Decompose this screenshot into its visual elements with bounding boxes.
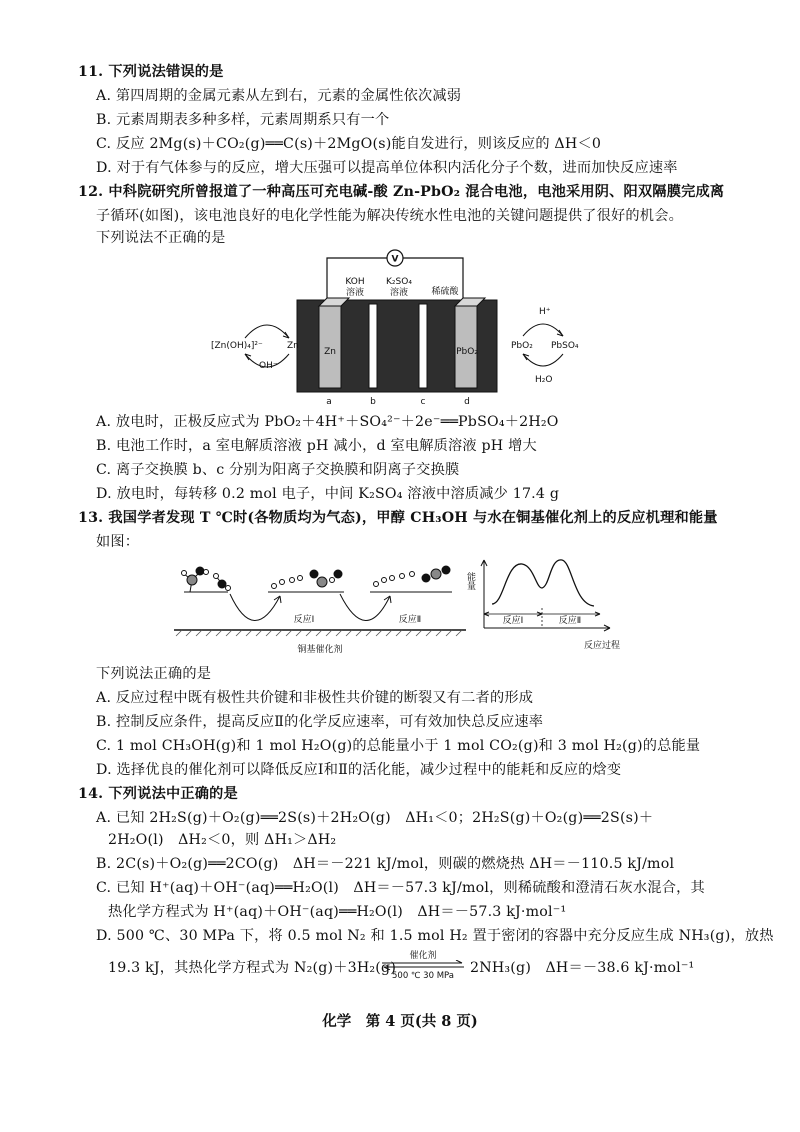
q12-stem-line3: 下列说法不正确的是: [96, 230, 226, 246]
battery-diagram: [205, 242, 605, 410]
q12-option-c: C. 离子交换膜 b、c 分别为阳离子交换膜和阴离子交换膜: [96, 462, 460, 478]
energy-axis-label: 能量: [465, 572, 475, 590]
membrane-b: [369, 304, 377, 388]
sol2-line2: 溶液: [389, 288, 409, 298]
q13-stem-line1: 13. 我国学者发现 T ℃时(各物质均为气态)，甲醇 CH₃OH 与水在铜基催化剂上的反应机理和能量: [78, 510, 718, 526]
q13-option-d: D. 选择优良的催化剂可以降低反应Ⅰ和Ⅱ的活化能，减少过程中的能耗和反应的焓变: [96, 762, 622, 778]
q11-option-d: D. 对于有气体参与的反应，增大压强可以提高单位体积内活化分子个数，进而加快反应速率: [96, 160, 678, 176]
page-footer: 化学 第 4 页(共 8 页): [322, 1013, 478, 1030]
sol2-line1: K₂SO₄: [386, 277, 412, 287]
catalyst-top-label: 催化剂: [409, 951, 437, 961]
h-plus-label: H⁺: [539, 307, 551, 317]
catalyst-bottom-label: 500 ℃ 30 MPa: [392, 971, 454, 981]
pbo2-label: PbO₂: [511, 341, 533, 351]
seg2-label: 反应Ⅱ: [558, 616, 582, 626]
pbo2-inner-label: PbO₂: [456, 347, 478, 357]
step2-label: 反应Ⅱ: [398, 615, 422, 625]
process-axis-label: 反应过程: [583, 641, 621, 651]
q12-stem-line2: 子循环(如图)，该电池良好的电化学性能为解决传统水性电池的关键问题提供了很好的机会。: [96, 208, 683, 224]
q12-stem-line1: 12. 中科院研究所曾报道了一种高压可充电碱-酸 Zn-PbO₂ 混合电池，电池采用阴、阳双隔膜完成离: [78, 184, 725, 200]
step1-label: 反应Ⅰ: [293, 615, 315, 625]
q14-option-c-line1: C. 已知 H⁺(aq)＋OH⁻(aq)══H₂O(l) ΔH＝－57.3 kJ/mol，则稀硫酸和澄清石灰水混合，其: [96, 880, 705, 896]
q13-option-b: B. 控制反应条件，提高反应Ⅱ的化学反应速率，可有效加快总反应速率: [96, 714, 544, 730]
catalyst-label: 铜基催化剂: [297, 645, 343, 655]
catalyst-condition-arrow: [380, 948, 466, 984]
q12-option-d: D. 放电时，每转移 0.2 mol 电子，中间 K₂SO₄ 溶液中溶质减少 17.4 g: [96, 486, 560, 502]
q11-option-c: C. 反应 2Mg(s)＋CO₂(g)══C(s)＋2MgO(s)能自发进行，则该反应的 ΔH＜0: [96, 136, 602, 152]
sol3-label: 稀硫酸: [431, 287, 459, 297]
sol1-line2: 溶液: [345, 288, 365, 298]
molecule-group-2: [268, 570, 344, 593]
equilibrium-arrow-icon: [380, 960, 466, 970]
q14-option-d-line1: D. 500 ℃、30 MPa 下，将 0.5 mol N₂ 和 1.5 mol H₂ 置于密闭的容器中充分反应生成 NH₃(g)，放热: [96, 928, 774, 944]
membrane-c: [419, 304, 427, 388]
q13-option-c: C. 1 mol CH₃OH(g)和 1 mol H₂O(g)的总能量小于 1 mol CO₂(g)和 3 mol H₂(g)的总能量: [96, 738, 701, 754]
letter-b: b: [370, 397, 376, 407]
q11-option-b: B. 元素周期表多种多样，元素周期系只有一个: [96, 112, 390, 128]
q12-option-a: A. 放电时，正极反应式为 PbO₂＋4H⁺＋SO₄²⁻＋2e⁻══PbSO₄＋2H₂O: [96, 414, 559, 430]
q12-option-b: B. 电池工作时，a 室电解质溶液 pH 减小，d 室电解质溶液 pH 增大: [96, 438, 537, 454]
voltmeter-label: V: [391, 254, 399, 265]
energy-profile: [465, 560, 620, 651]
sol1-line1: KOH: [345, 277, 365, 287]
q14-option-a-line2: 2H₂O(l) ΔH₂＜0，则 ΔH₁＞ΔH₂: [108, 832, 337, 848]
zn-complex-label: [Zn(OH)₄]²⁻: [211, 341, 263, 351]
letter-c: c: [420, 397, 426, 407]
q14-option-d-line2a: 19.3 kJ，其热化学方程式为 N₂(g)＋3H₂(g): [108, 960, 397, 976]
zn-label: Zn: [287, 341, 299, 351]
h2o-label: H₂O: [535, 375, 553, 385]
q14-option-a-line1: A. 已知 2H₂S(g)＋O₂(g)══2S(s)＋2H₂O(g) ΔH₁＜0；2H₂S(g)＋O₂(g)══2S(s)＋: [96, 810, 654, 826]
q13-option-a: A. 反应过程中既有极性共价键和非极性共价键的断裂又有二者的形成: [96, 690, 534, 706]
q11-option-a: A. 第四周期的金属元素从左到右，元素的金属性依次减弱: [96, 88, 462, 104]
seg1-label: 反应Ⅰ: [502, 616, 524, 626]
zn-inner-label: Zn: [324, 347, 336, 357]
q11-stem: 11. 下列说法错误的是: [78, 64, 224, 80]
q14-option-d-line2b: 2NH₃(g) ΔH＝－38.6 kJ·mol⁻¹: [470, 960, 695, 976]
letter-d: d: [464, 397, 470, 407]
molecule-group-3: [370, 566, 452, 593]
q13-stem-line2: 如图：: [96, 534, 140, 550]
q14-stem: 14. 下列说法中正确的是: [78, 786, 238, 802]
molecule-group-1: [182, 567, 231, 593]
q14-option-b: B. 2C(s)＋O₂(g)══2CO(g) ΔH＝－221 kJ/mol，则碳的燃烧热 ΔH＝－110.5 kJ/mol: [96, 856, 675, 872]
q13-stem-line3: 下列说法正确的是: [96, 666, 212, 682]
letter-a: a: [326, 397, 332, 407]
q14-option-c-line2: 热化学方程式为 H⁺(aq)＋OH⁻(aq)══H₂O(l) ΔH＝－57.3 kJ·mol⁻¹: [108, 904, 567, 920]
reaction-mechanism-diagram: [170, 552, 640, 660]
oh-label: OH⁻: [259, 361, 278, 371]
pbso4-label: PbSO₄: [551, 341, 579, 351]
